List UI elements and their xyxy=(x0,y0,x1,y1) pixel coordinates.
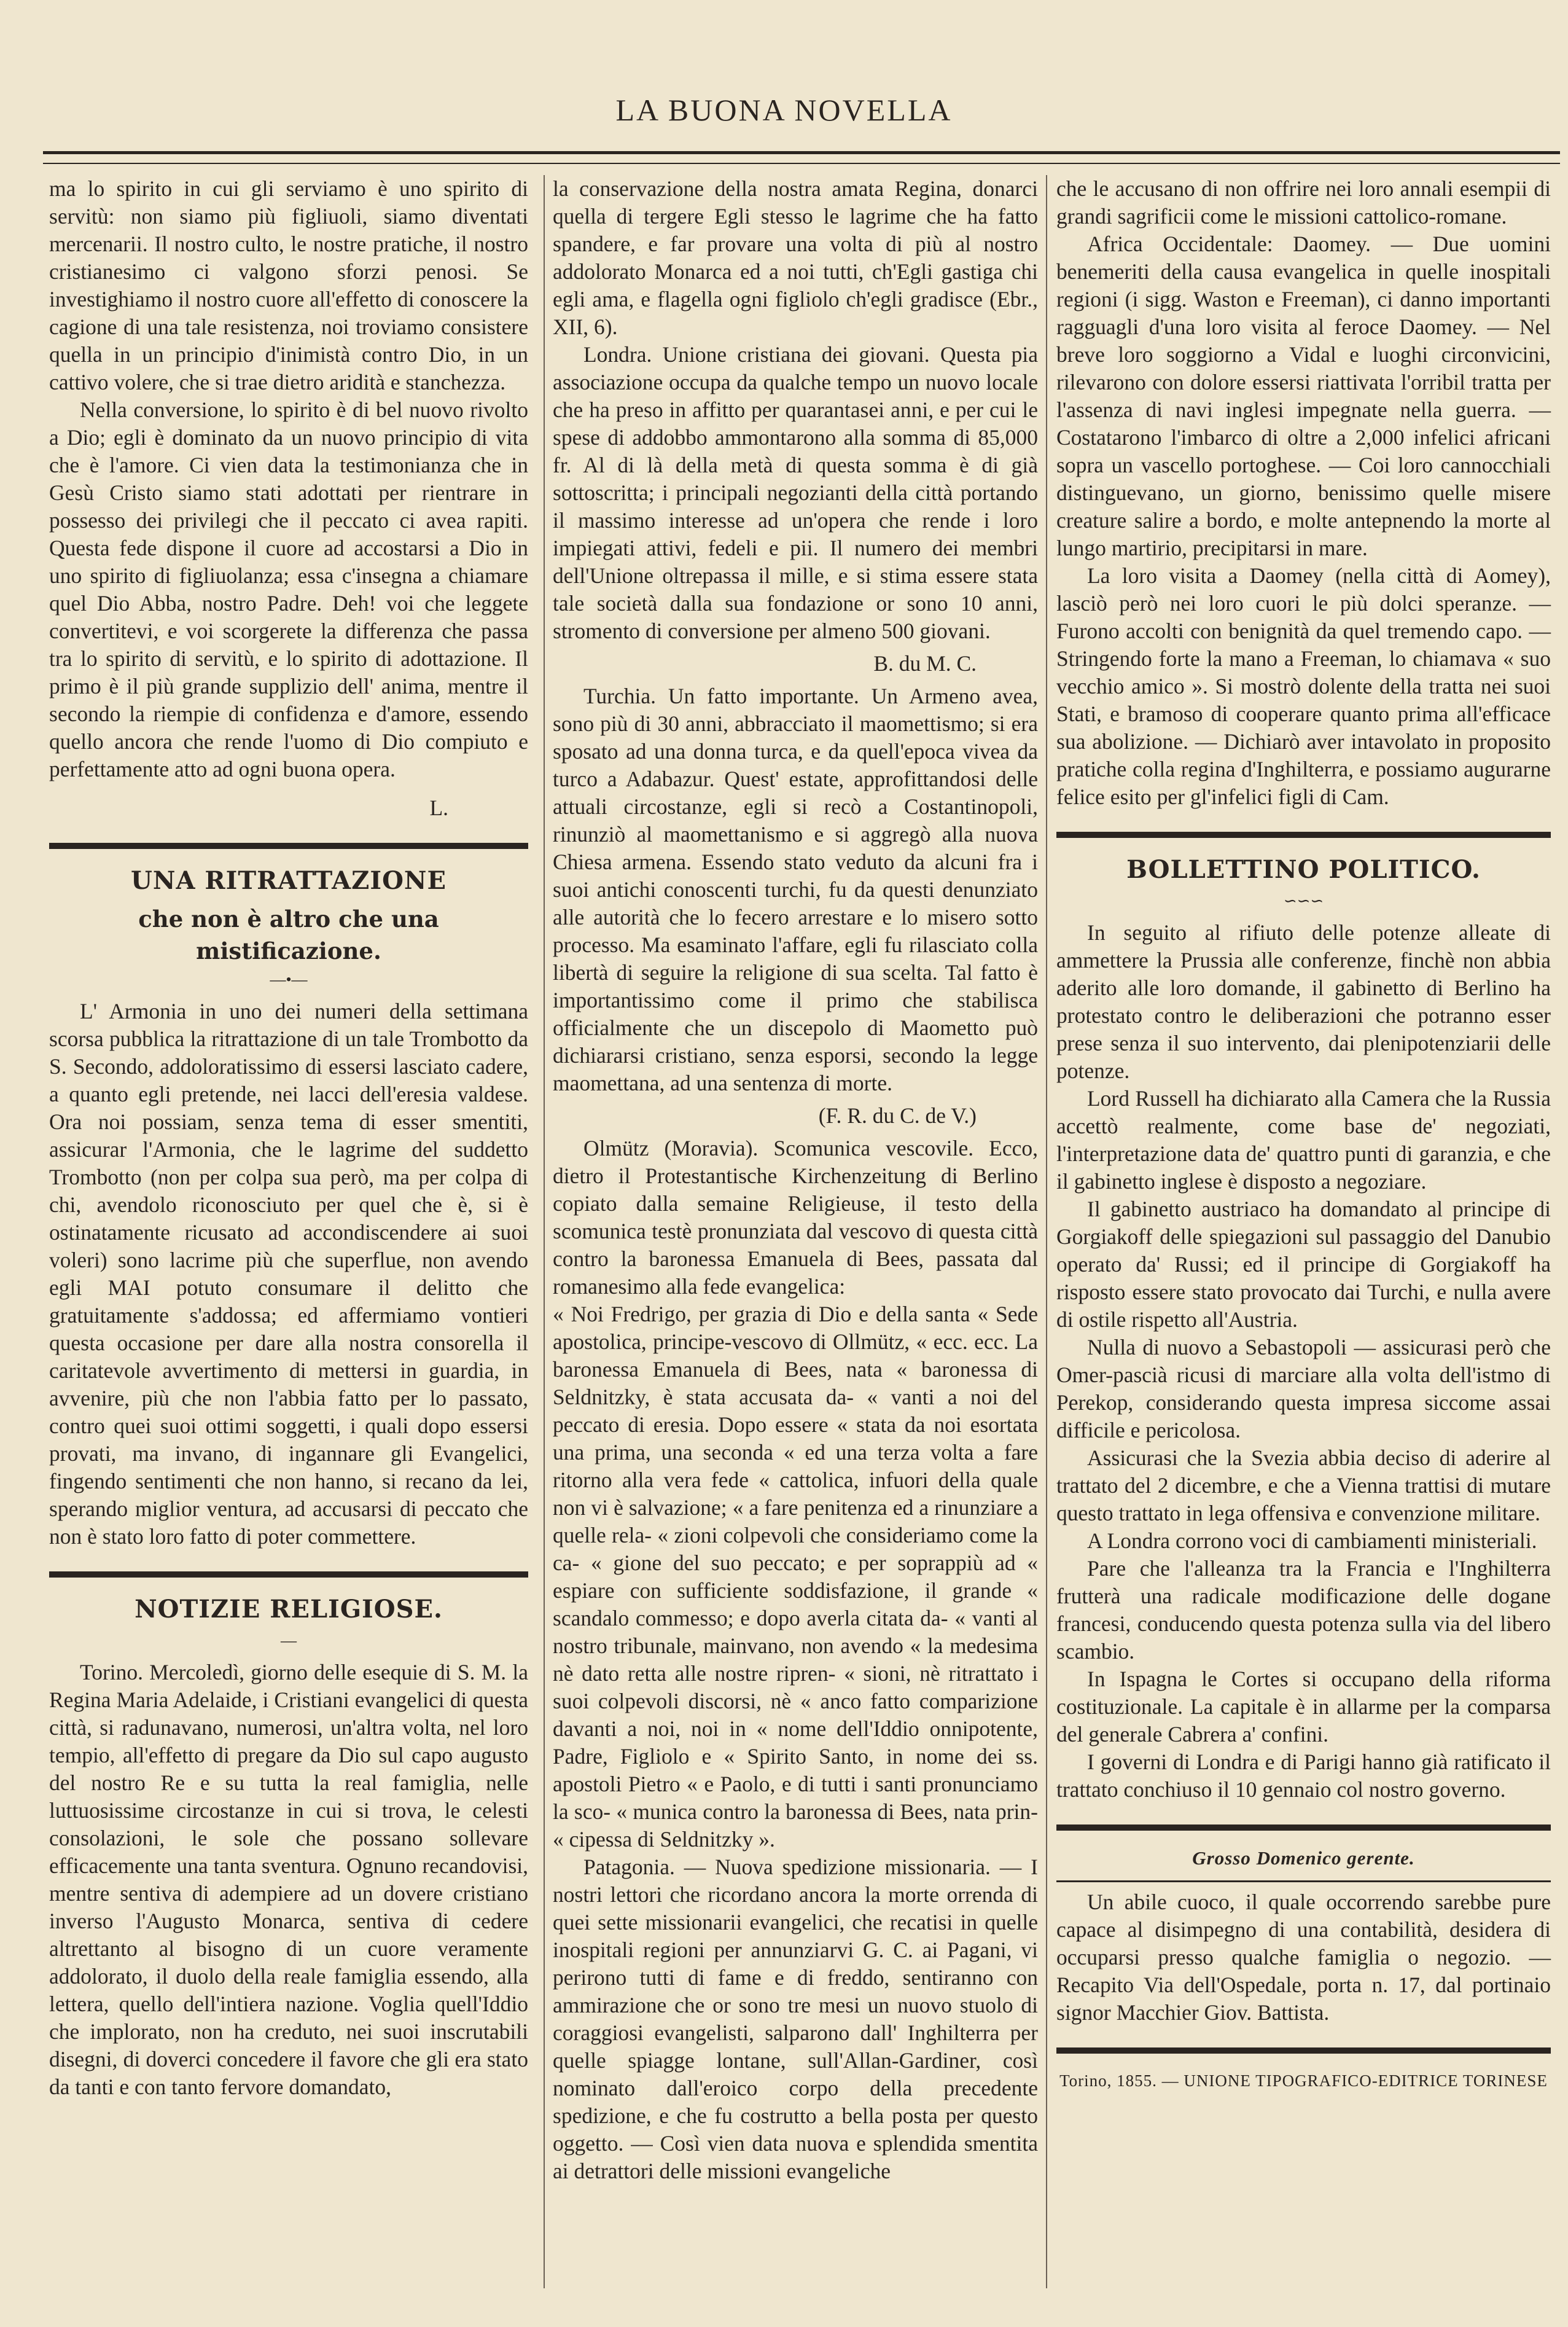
column-2 xyxy=(553,175,1038,2185)
bollettino-title: BOLLETTINO POLITICO. xyxy=(1126,855,1481,884)
bollettino-item-1: In seguito al rifiuto delle potenze alleate di ammettere la Prussia alle conferenze, finchè non abbia aderito alle loro domande, il gabinetto di Berlino ha protestato contro le deliberazioni che potranno esser prese senza il suo intervento, dai plenipotenziarii delle potenze. xyxy=(1056,920,1551,1083)
bollettino-item-7: Pare che l'alleanza tra la Francia e l'Inghilterra frutterà una radicale modificazione delle dogane francesi, conducendo questa potenza sulla via del libero scambio. xyxy=(1056,1556,1551,1664)
bollettino-item-6: A Londra corrono voci di cambiamenti ministeriali. xyxy=(1087,1528,1537,1553)
ritrattazione-title: UNA RITRATTAZIONE xyxy=(131,866,447,895)
ornament-wave: ∽∽∽ xyxy=(1283,892,1324,910)
col3-paragraph-1: che le accusano di non offrire nei loro annali esempii di grandi sagrificii come le missioni cattolico-romane. xyxy=(1056,176,1551,229)
printer-footer: Torino, 1855. — UNIONE TIPOGRAFICO-EDITRICE TORINESE xyxy=(1059,2071,1548,2090)
africa-article-continued: La loro visita a Daomey (nella città di Aomey), lasciò però nei loro cuori le più dolci speranze. — Furono accolti con benignità da quel tremendo capo. — Stringendo forte la mano a Freeman, lo chiamava « suo vecchio amico ». Si mostrò dolente della tratta nei suoi Stati, e bramoso di cooperare quanto prima all'efficace sua abolizione. — Dichiarò aver intavolato in proposito pratiche colla regina d'Inghilterra, e possiamo augurarne felice esito per gl'infelici figli di Cam. xyxy=(1056,563,1551,809)
quote-text: « Noi Fredrigo, per grazia di Dio e della santa « Sede apostolica, principe-vescovo di Ollmütz, « ecc. ecc. La baronessa Emanuela di Bees, nata « baronessa di Seldnitzky, è stata accusata da- « vanti a noi del peccato di eresia. Dopo essere « stata da noi esortata una prima, una seconda « ed una terza volta a fare ritorno alla vera fede « cattolica, infuori della quale non vi è salvazione; « a fare penitenza ed a rinunziare a quelle rela- « zioni colpevoli che consideriamo come la ca- « gione del suo peccato; e per soprappiù ad « espiare con sufficiente soddisfazione, il grande « scandalo commesso; e dopo averla citata da- « vanti al nostro tribunale, mainvano, non avendo « la medesima nè dato retta alle nostre ripren- « sioni, nè ritrattato i suoi colpevoli discorsi, nè « anco fatto comparizione davanti a noi, noi in « nome dell'Iddio onnipotente, Padre, Figliolo e « Spirito Santo, in nome dei ss. apostoli Pietro « e Paolo, e di tutti i santi pronunciamo la sco- « munica contro la baronessa di Bees, nata prin- « cipessa di Seldnitzky ». xyxy=(553,1302,1038,1852)
londra-article: Londra. Unione cristiana dei giovani. Questa pia associazione occupa da qualche tempo un nuovo locale che ha preso in affitto per quarantasei anni, e per cui le spese di addobbo ammontarono alla somma di 85,000 fr. Al di là della metà di questa somma è di già sottoscritta; i principali negozianti della città portando il massimo interesse ad un'opera che rende i loro impiegati attivi, fedeli e pii. Il numero dei membri dell'Unione oltrepassa il mille, e si stima essere stata tale società dalla sua fondazione or sono 10 anni, stromento di conversione per almeno 500 giovani. xyxy=(553,342,1038,643)
bollettino-item-8: In Ispagna le Cortes si occupano della riforma costituzionale. La capitale è in allarme per la comparsa del generale Cabrera a' confini. xyxy=(1056,1667,1551,1746)
col1-paragraph-1: ma lo spirito in cui gli serviamo è uno spirito di servitù: non siamo più figliuoli, siamo diventati mercenarii. Il nostro culto, le nostre pratiche, il nostro cristianesimo ci valgono sforzi penosi. Se investighiamo il nostro cuore all'effetto di conoscere la cagione di una tale resistenza, noi troviamo consistere quella in un principio d'inimistà contro Dio, in un cattivo volere, che si trae dietro aridità e stanchezza. xyxy=(49,176,528,394)
turchia-article: Turchia. Un fatto importante. Un Armeno avea, sono più di 30 anni, abbracciato il maomettismo; si era sposato ad una donna turca, e da quell'epoca vivea da turco a Adabazur. Quest' estate, approfittandosi delle attuali circostanze, egli si recò a Costantinopoli, rinunziò al maomettanismo e si aggregò alla nuova Chiesa armena. Essendo stato veduto da alcuni fra i suoi antichi conoscenti turchi, fu da questi denunziato alle autorità che lo fecero arrestare e lo misero sotto processo. Ma esaminato l'affare, egli fu rilasciato colla libertà di seguire la religione di sua scelta. Tal fatto è importantissimo come il primo che stabilisca officialmente che un discepolo di Maometto può dichiararsi cristiano, senza esporsi, secondo la legge maomettana, ad una sentenza di morte. xyxy=(553,684,1038,1095)
africa-article: Africa Occidentale: Daomey. — Due uomini benemeriti della causa evangelica in quelle inospitali regioni (i sigg. Waston e Freeman), ci danno importanti ragguagli d'una loro visita al feroce Daomey. — Nel breve loro soggiorno a Vidal e luoghi circonvicini, rilevarono con dolore essersi riattivata l'orribil tratta per l'assenza di navi inglesi impegnate nella guerra. — Costatarono l'imbarco di oltre a 2,000 infelici africani sopra un vascello portoghese. — Coi loro cannocchiali distinguevano, un giorno, benissimo quelle misere creature salire a bordo, e molte antepnendo la morte al lungo martirio, precipitarsi in mare. xyxy=(1056,232,1551,560)
excommunication-quote xyxy=(553,1300,1038,1853)
section-rule xyxy=(1056,1824,1551,1831)
turchia-signature: (F. R. du C. de V.) xyxy=(818,1103,977,1128)
patagonia-article: Patagonia. — Nuova spedizione missionaria. — I nostri lettori che ricordano ancora la morte orrenda di quei sette missionarii evangelici, che recatisi in quelle inospitali regioni per annunziarvi G. C. ai Pagani, vi perirono tutti di fame e di freddo, sentiranno con ammirazione che or sono tre mesi un nuovo stuolo di coraggiosi evangelisti, salparono dall' Inghilterra per quelle spiagge lontane, sull'Allan-Gardiner, così nominato dall'eroico corpo della precedente spedizione, e che fu costrutto a bella posta per questo oggetto. — Così vien data nuova e splendida smentita ai detrattori delle missioni evangeliche xyxy=(553,1855,1038,2183)
torino-article: Torino. Mercoledì, giorno delle esequie di S. M. la Regina Maria Adelaide, i Cristiani evangelici di questa città, si radunavano, numerosi, un'altra volta, nel loro tempio, all'effetto di pregare da Dio sul capo augusto del nostro Re e su tutta la real famiglia, nelle luttuosissime circostanze in cui si trova, le celesti consolazioni, le sole che possano sollevare efficacemente una tanta sventura. Ognuno recandovisi, mentre sentiva di adempiere ad un dovere cristiano inverso l'Augusto Monarca, sentiva di cedere altrettanto al bisogno di un cuore veramente addolorato, il duolo della reale famiglia essendo, alla lettera, quello dell'intiera nazione. Voglia quell'Iddio che implorato, non ha creduto, nei suoi inscrutabili disegni, di doverci concedere il favore che gli era stato da tanti e con tanto fervore domandato, xyxy=(49,1660,528,2099)
column-3 xyxy=(1056,175,1551,2095)
section-rule xyxy=(49,843,528,849)
notizie-title: NOTIZIE RELIGIOSE. xyxy=(135,1595,443,1624)
masthead: LA BUONA NOVELLA xyxy=(615,93,953,127)
olmutz-article: Olmütz (Moravia). Scomunica vescovile. Ecco, dietro il Protestantische Kirchenzeitung di Berlino copiato dalla semaine Religieuse, il testo della scomunica testè pronunziata dal vescovo di questa città contro la baronessa Emanuela di Bees, passata dal romanesimo alla fede evangelica: xyxy=(553,1136,1038,1299)
section-rule xyxy=(1056,832,1551,838)
col2-paragraph-1: la conservazione della nostra amata Regina, donarci quella di tergere Egli stesso le lagrime che ha fatto spandere, e far provare una volta di più al nostro addolorato Monarca ed a noi tutti, ch'Egli gastiga chi egli ama, e flagella ogni figliolo ch'egli gradisce (Ebr., XII, 6). xyxy=(553,176,1038,339)
column-separator-1 xyxy=(544,175,545,2288)
bollettino-item-5: Assicurasi che la Svezia abbia deciso di aderire al trattato del 2 dicembre, e che a Vienna trattisi di mutare questo trattato in lega offensiva e convenzione militare. xyxy=(1056,1445,1551,1525)
bollettino-item-9: I governi di Londra e di Parigi hanno già ratificato il trattato conchiuso il 10 gennaio col nostro governo. xyxy=(1056,1750,1551,1802)
bollettino-item-4: Nulla di nuovo a Sebastopoli — assicurasi però che Omer-pascià ricusi di marciare alla volta dell'istmo di Perekop, considerando questa impresa siccome assai difficile e pericolosa. xyxy=(1056,1335,1551,1442)
thin-rule xyxy=(1056,1880,1551,1882)
ornament-dash: —•— xyxy=(270,971,308,988)
signature-l: L. xyxy=(429,796,448,820)
section-rule xyxy=(1056,2047,1551,2054)
header-rule xyxy=(43,151,1560,164)
ritrattazione-subtitle: che non è altro che una mistificazione. xyxy=(138,905,439,964)
ornament-dash: — xyxy=(281,1632,297,1649)
classified-ad: Un abile cuoco, il quale occorrendo sarebbe pure capace al disimpegno di una contabilità, desidera di occuparsi presso qualche famiglia o negozio. — Recapito Via dell'Ospedale, porta n. 17, dal portinaio signor Macchier Giov. Battista. xyxy=(1056,1890,1551,2025)
column-1 xyxy=(49,175,528,2101)
bollettino-item-3: Il gabinetto austriaco ha domandato al principe di Gorgiakoff delle spiegazioni sul passaggio del Danubio operato da' Russi; ed il principe di Gorgiakoff ha risposto essere stato provocato dai Turchi, e nulla avere di ostile rispetto all'Austria. xyxy=(1056,1197,1551,1332)
column-separator-2 xyxy=(1046,175,1047,2288)
londra-signature: B. du M. C. xyxy=(873,651,977,676)
bollettino-item-2: Lord Russell ha dichiarato alla Camera che la Russia accettò realmente, come base de' negoziati, l'interpretazione data de' quattro punti di garanzia, e che il gabinetto inglese è disposto a negoziare. xyxy=(1056,1086,1551,1194)
ritrattazione-body: L' Armonia in uno dei numeri della settimana scorsa pubblica la ritrattazione di un tale Trombotto da S. Secondo, addoloratissimo di essersi lasciato cadere, a quanto egli pretende, nei lacci dell'eresia valdese. Ora noi possiam, senza tema di esser smentiti, assicurar l'Armonia, che le lagrime del suddetto Trombotto (non per colpa sua però, ma per colpa di chi, avendolo riconosciuto per quel che è, si è ostinatamente ricusato ad accondiscendere ai suoi voleri) sono lacrime più che superflue, non avendo egli MAI potuto consumare il delitto che gratuitamente s'addossa; ed affermiamo vontieri questa occasione per dare alla nostra consorella il caritatevole avvertimento di mettersi in guardia, in avvenire, più che non l'abbia fatto per lo passato, contro quei suoi ottimi soggetti, i quali dopo essersi provati, ma invano, di ingannare gli Evangelici, fingendo sentimenti che non hanno, si recano da lei, sperando miglior ventura, ad accusarsi di peccato che non è stato loro fatto di poter commettere. xyxy=(49,999,528,1549)
section-rule xyxy=(49,1571,528,1578)
col1-paragraph-2: Nella conversione, lo spirito è di bel nuovo rivolto a Dio; egli è dominato da un nuovo principio di vita che è l'amore. Ci vien data la testimonianza che in Gesù Cristo siamo stati adottati per rientrare in possesso dei privilegi che il peccato ci avea rapiti. Questa fede dispone il cuore ad accostarsi a Dio in uno spirito di figliuolanza; essa c'insegna a chiamare quel Dio Abba, nostro Padre. Deh! voi che leggete convertitevi, e voi scorgerete la differenza che passa tra lo spirito di servitù, e lo spirito di adottazione. Il primo è il più grande supplizio dell' anima, mentre il secondo la riempie di confidenza e d'amore, essendo quello ancora che rende l'uomo di Dio compiuto e perfettamente atto ad ogni buona opera. xyxy=(49,397,528,781)
gerente-line: Grosso Domenico gerente. xyxy=(1192,1847,1415,1869)
